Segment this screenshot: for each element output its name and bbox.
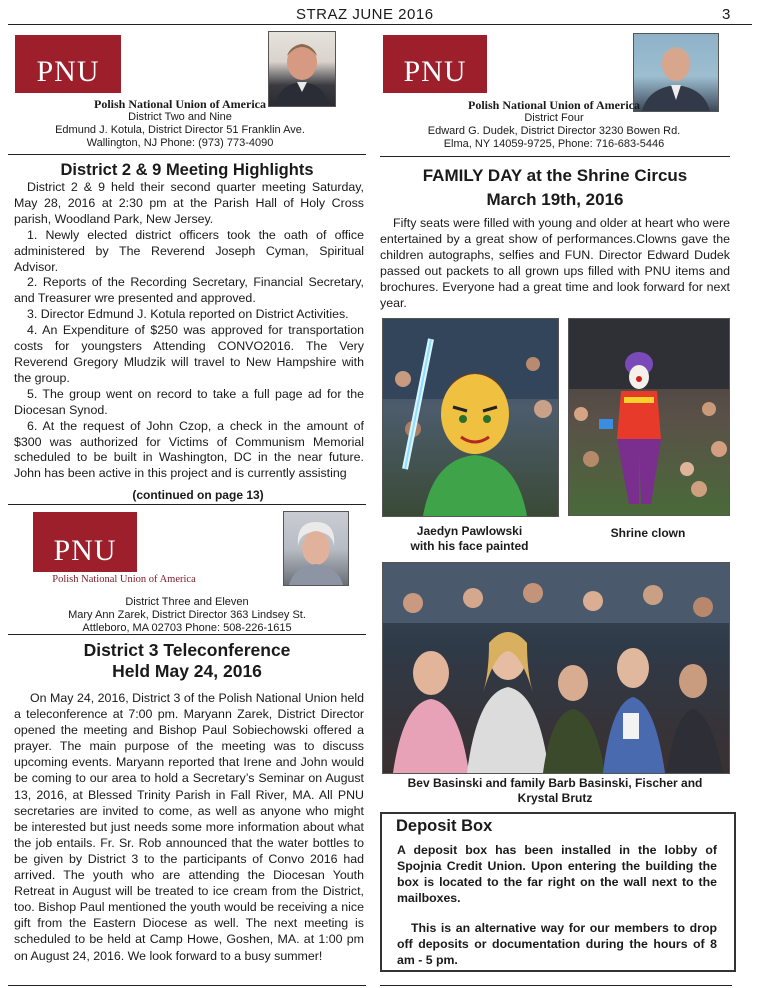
- district-2-9-headline: District 2 & 9 Meeting Highlights: [60, 161, 314, 179]
- photo-basinski-family: [382, 562, 730, 774]
- director-photo-zarek: [283, 511, 349, 586]
- publication-title: STRAZ JUNE 2016: [296, 6, 434, 23]
- section-rule: [8, 634, 366, 635]
- photo-shrine-clown: [568, 318, 730, 516]
- deposit-box-paragraph: A deposit box has been installed in the lobby of Spojnia Credit Union. Upon entering the building the box is located to the far right on the wall next to the mailboxes.: [397, 843, 717, 905]
- director-line: Edmund J. Kotula, District Director 51 Franklin Ave.: [55, 124, 305, 136]
- district-4-contact: [392, 99, 716, 151]
- org-name: Polish National Union of America: [93, 97, 266, 111]
- district-2-9-article: [14, 180, 364, 482]
- section-rule: [8, 504, 366, 505]
- headline-line: FAMILY DAY at the Shrine Circus: [422, 166, 688, 185]
- footer-rule: [8, 985, 366, 986]
- director-photo-kotula: [268, 31, 336, 107]
- article-paragraph: 5. The group went on record to take a full page ad for the Diocesan Synod.: [14, 386, 364, 417]
- headline-line: District 3 Teleconference: [83, 640, 291, 660]
- footer-rule: [380, 985, 732, 986]
- page-number: 3: [722, 6, 731, 23]
- district-2-9-contact: [8, 98, 352, 150]
- article-paragraph: On May 24, 2016, District 3 of the Polish National Union held a teleconference at 7:00 pm. Maryann Zarek, District Director opened the meeting and Bishop Paul Sobiechowski offered a prayer. The main purpose of the meeting was to discuss upcoming events. Maryann reported that Irene and John would be coming to our area to hold a Secretary’s Seminar on August 13, 2016, at Blessed Trinity Parish in Fall River, MA. All PNU secretaries are invited to come, as well as anyone who might be interested but just needs some more information about what the job entails. Fr. Sr. Rob announced that the water bottles to be given by District 3 to the participants of Convo 2016 had arrived. The youth who are attending the Diocesan Youth Retreat in August will be treated to ice cream from the District, too. Bishop Paul mentioned the youth would be receiving a nice gift from the Eastern Diocese as well. The next meeting is scheduled to be held at Camp Howe, Goshen, MA. at 1:00 pm on August 24, 2016. We look forward to a busy summer!: [14, 691, 364, 963]
- pnu-logo: PNU: [33, 512, 137, 572]
- caption-line: Krystal Brutz: [517, 791, 593, 805]
- caption-basinski-family: [380, 776, 730, 806]
- deposit-box-paragraph: This is an alternative way for our members to drop off deposits or documentation during the hours of 8 am - 5 pm.: [397, 921, 717, 967]
- district-name: District Four: [524, 112, 584, 124]
- section-rule: [8, 154, 366, 155]
- deposit-box-title: Deposit Box: [396, 817, 493, 835]
- headline-line: Held May 24, 2016: [112, 661, 262, 681]
- deposit-box-notice: [380, 812, 736, 972]
- address-line: Attleboro, MA 02703 Phone: 508-226-1615: [82, 622, 292, 634]
- continued-note: (continued on page 13): [132, 488, 264, 502]
- header-rule: [8, 24, 752, 25]
- article-paragraph: 6. At the request of John Czop, a check in the amount of $300 was authorized for Victims of Communism Memorial scheduled to be built in Washington, DC in the near future. John has been active in this project and is currently assisting: [14, 418, 364, 481]
- district-name: District Two and Nine: [128, 111, 232, 123]
- article-paragraph: Fifty seats were filled with young and older at heart who were entertained by a great show of performances.Clowns gave the children autographs, selfies and FUN. Director Edward Dudek passed out packets to all grown ups filled with PNU items and brochures. Everyone had a great time and look forward for next year.: [380, 216, 730, 310]
- district-4-article: [380, 216, 730, 311]
- caption-jaedyn: [382, 524, 557, 554]
- article-paragraph: 3. Director Edmund J. Kotula reported on District Activities.: [27, 307, 349, 322]
- director-line: Edward G. Dudek, District Director 3230 Bowen Rd.: [427, 125, 681, 137]
- org-name: Polish National Union of America: [467, 98, 640, 112]
- district-3-headline: [8, 640, 366, 682]
- article-paragraph: 2. Reports of the Recording Secretary, Financial Secretary, and Treasurer wre presented and approved.: [14, 275, 364, 306]
- director-line: Mary Ann Zarek, District Director 363 Lindsey St.: [68, 609, 306, 621]
- page-header: [0, 0, 760, 26]
- headline-line: March 19th, 2016: [486, 190, 624, 209]
- pnu-logo: PNU: [15, 35, 121, 93]
- district-3-article: [14, 690, 364, 964]
- article-paragraph: 4. An Expenditure of $250 was approved for transportation costs for youngsters Attending CONVO2016. The Very Reverend Gregory Mludzik will travel to New Hampshire with the group.: [14, 323, 364, 385]
- article-paragraph: 1. Newly elected district officers took the oath of office administered by The Reverend Joseph Cyman, Spiritual Advisor.: [14, 227, 364, 274]
- caption-line: Jaedyn Pawlowski: [416, 524, 523, 538]
- caption-shrine-clown: Shrine clown: [610, 526, 686, 540]
- section-rule: [380, 156, 730, 157]
- district-3-11-contact: [8, 596, 366, 635]
- photo-jaedyn-face-painted: [382, 318, 559, 517]
- logo-caption: Polish National Union of America: [52, 574, 196, 585]
- address-line: Elma, NY 14059-9725, Phone: 716-683-5446: [443, 138, 665, 150]
- district-4-headline: [380, 164, 730, 212]
- district-name: District Three and Eleven: [125, 596, 249, 608]
- caption-line: Bev Basinski and family Barb Basinski, Fischer and: [407, 776, 703, 790]
- article-paragraph: District 2 & 9 held their second quarter meeting Saturday, May 28, 2016 at 2:30 pm at the Parish Hall of Holy Cross parish, Woodland Park, New Jersey.: [14, 180, 364, 226]
- address-line: Wallington, NJ Phone: (973) 773-4090: [86, 137, 274, 149]
- caption-line: with his face painted: [410, 539, 529, 553]
- pnu-logo: PNU: [383, 35, 487, 93]
